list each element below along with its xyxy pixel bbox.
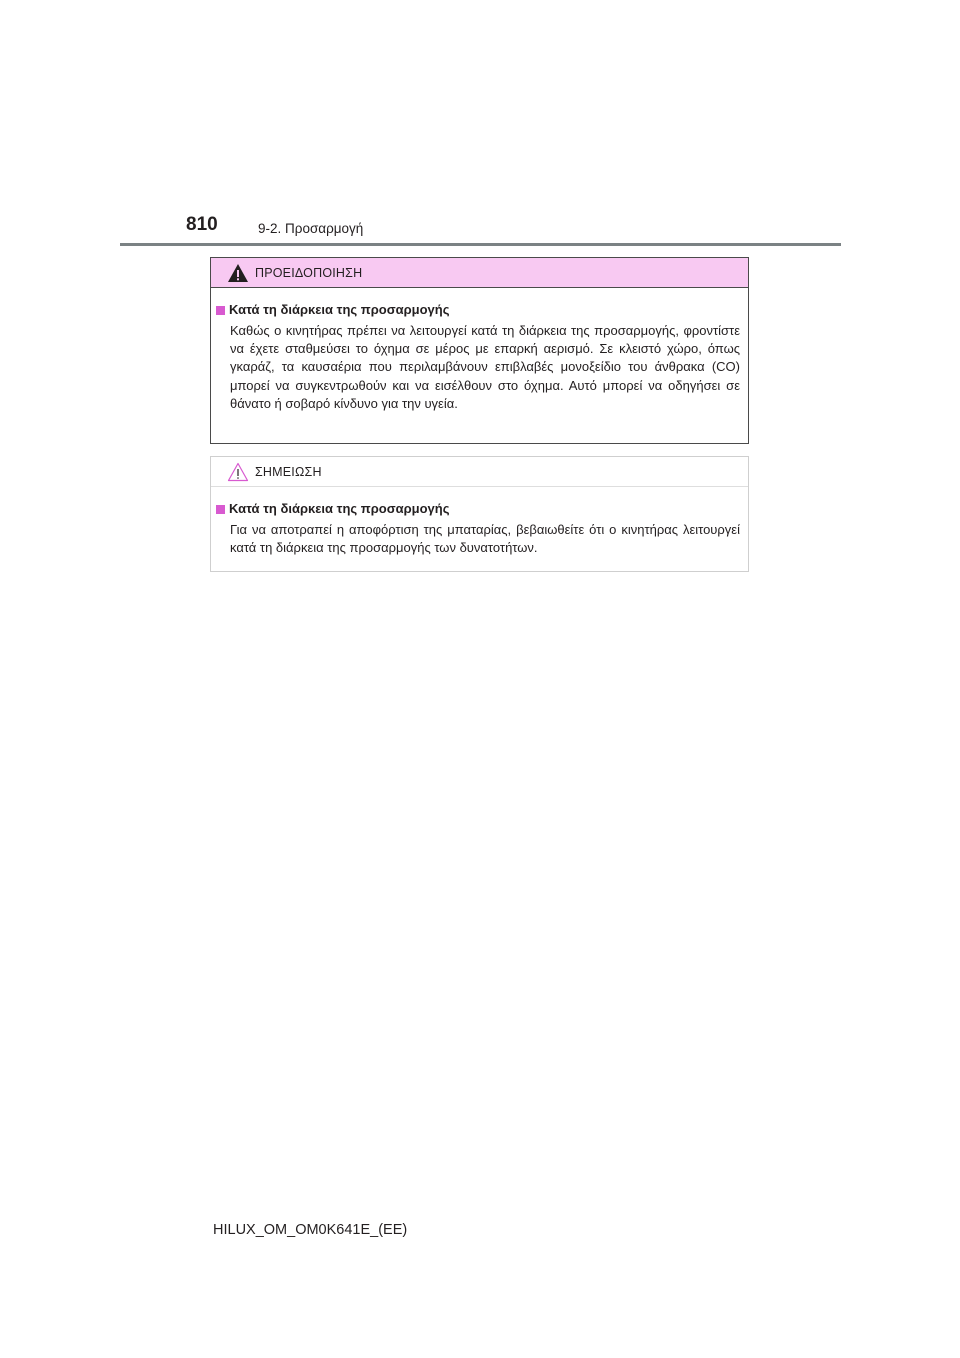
- note-heading-text: Κατά τη διάρκεια της προσαρμογής: [229, 501, 450, 516]
- note-sub-heading: [216, 500, 740, 518]
- caution-triangle-outline-icon: [227, 462, 249, 482]
- square-bullet-icon: [216, 306, 225, 315]
- warning-box-header: [211, 258, 748, 288]
- note-label: ΣΗΜΕΙΩΣΗ: [255, 464, 322, 479]
- warning-label: ΠΡΟΕΙΔΟΠΟΙΗΣΗ: [255, 265, 363, 280]
- square-bullet-icon: [216, 505, 225, 514]
- page-number: 810: [186, 214, 218, 235]
- note-paragraph: Για να αποτραπεί η αποφόρτιση της μπαταρίας, βεβαιωθείτε ότι ο κινητήρας λειτουργεί κατά τη διάρκεια της προσαρμογής των δυνατοτήτων.: [230, 522, 740, 556]
- warning-paragraph: Καθώς ο κινητήρας πρέπει να λειτουργεί κατά τη διάρκεια της προσαρμογής, φροντίστε να έχετε σταθμεύσει το όχημα σε μέρος με επαρκή αερισμό. Σε κλειστό χώρο, όπως γκαράζ, τα καυσαέρια που περιλαμβάνουν επιβλαβές μονοξείδιο του άνθρακα (CO) μπορεί να συγκεντρωθούν και να εισέλθουν στο όχημα. Αυτό μπορεί να οδηγήσει σε θάνατο ή σοβαρό κίνδυνο για την υγεία.: [230, 323, 740, 411]
- note-box-body: [211, 487, 748, 557]
- note-box-header: [211, 457, 748, 487]
- footer-document-code: HILUX_OM_OM0K641E_(EE): [213, 1222, 408, 1238]
- warning-sub-heading: [216, 301, 740, 319]
- section-title: 9-2. Προσαρμογή: [258, 221, 364, 236]
- warning-box-body: [211, 288, 748, 413]
- warning-heading-text: Κατά τη διάρκεια της προσαρμογής: [229, 302, 450, 317]
- warning-triangle-icon: [227, 263, 249, 283]
- warning-box: [210, 257, 749, 444]
- note-box: [210, 456, 749, 572]
- header-rule: [120, 243, 841, 246]
